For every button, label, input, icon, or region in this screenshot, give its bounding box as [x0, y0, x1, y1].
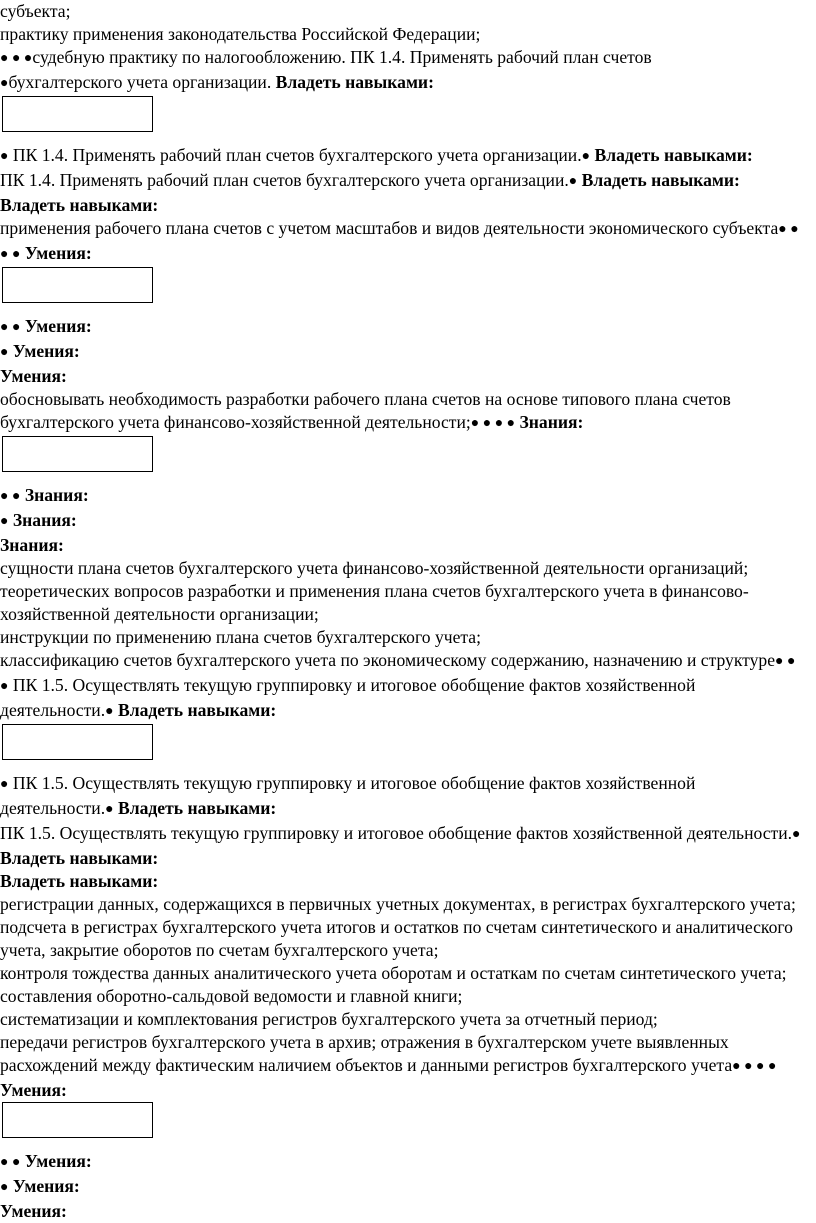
text-line — [0, 340, 806, 365]
line-text: инструкции по применению плана счетов бухгалтерского учета; — [0, 627, 481, 647]
bold-label: Знания: — [8, 510, 77, 530]
line-text: практику применения законодательства Российской Федерации; — [0, 24, 481, 44]
bold-label: Умения: — [20, 316, 92, 336]
line-text: передачи регистров бухгалтерского учета в архив; отражения в бухгалтерском учете выявленных расхождений между фактическим наличием объектов и данными регистров бухгалтерского учета — [0, 1032, 733, 1075]
text-line — [0, 1200, 806, 1223]
text-line — [0, 822, 806, 870]
bullet-icon: ● — [0, 345, 9, 360]
text-line — [0, 1150, 806, 1175]
bullet-icon: ● — [105, 704, 114, 719]
text-line — [0, 626, 806, 649]
text-line — [0, 962, 806, 1008]
bullet-icon: ● — [0, 777, 9, 792]
bullet-icon: ● — [0, 514, 9, 529]
intro-section — [0, 0, 806, 96]
abilities-section-pk14 — [0, 315, 806, 436]
text-line — [0, 916, 806, 962]
bullet-icon: ● — [581, 149, 591, 164]
bold-label: Умения: — [20, 243, 92, 263]
text-line — [0, 649, 806, 724]
text-line — [0, 46, 806, 71]
text-line — [0, 194, 806, 217]
text-line — [0, 509, 806, 534]
empty-box — [2, 436, 153, 472]
bold-label: Владеть навыками: — [113, 798, 277, 818]
bullet-icon: ● — [0, 1180, 9, 1195]
bullet-icon: ● ● ● ● — [732, 1059, 777, 1074]
line-text: применения рабочего плана счетов с учетом масштабов и видов деятельности экономического субъекта — [0, 218, 779, 238]
bullet-icon: ● ● — [0, 489, 21, 504]
skills-section-pk15 — [0, 772, 806, 1102]
text-line — [0, 388, 806, 436]
line-text: ПК 1.4. Применять рабочий план счетов бухгалтерского учета организации. — [0, 170, 569, 190]
line-text: судебную практику по налогообложению. — [32, 47, 346, 67]
text-line — [0, 557, 806, 580]
line-text: регистрации данных, содержащихся в первичных учетных документах, в регистрах бухгалтерского учета; — [0, 894, 796, 914]
line-text: ПК 1.5. Осуществлять текущую группировку и итоговое обобщение фактов хозяйственной деятельности. — [0, 773, 696, 818]
line-text: теоретических вопросов разработки и применения плана счетов бухгалтерского учета в финансово-хозяйственной деятельности организации; — [0, 581, 749, 624]
bullet-icon: ● ● — [0, 320, 21, 335]
abilities-section-pk15 — [0, 1150, 806, 1223]
text-line — [0, 1008, 806, 1031]
text-line — [0, 870, 806, 893]
bold-label: Владеть навыками: — [590, 145, 753, 165]
line-text: сущности плана счетов бухгалтерского учета финансово-хозяйственной деятельности организаций; — [0, 558, 749, 578]
text-line — [0, 315, 806, 340]
line-text: ПК 1.5. Осуществлять текущую группировку и итоговое обобщение фактов хозяйственной деятельности. — [0, 823, 793, 843]
text-line — [0, 534, 806, 557]
bullet-icon: ● ● ● — [0, 654, 796, 694]
text-line — [0, 144, 806, 169]
line-text: контроля тождества данных аналитического учета оборотам и остаткам по счетам синтетического учета; составления оборотно-сальдовой ведомости и главной книги; — [0, 963, 787, 1006]
bullet-icon: ● — [792, 827, 801, 842]
empty-box — [2, 1102, 153, 1138]
bold-label: Знания: — [0, 535, 64, 555]
bold-label: Умения: — [0, 1080, 67, 1100]
text-line — [0, 1175, 806, 1200]
text-line — [0, 893, 806, 916]
line-text: подсчета в регистрах бухгалтерского учета итогов и остатков по счетам синтетического и аналитического учета, закрытие оборотов по счетам бухгалтерского учета; — [0, 917, 793, 960]
line-text: бухгалтерского учета организации. — [8, 72, 272, 92]
bullet-icon: ● — [0, 149, 9, 164]
bold-label: Владеть навыками: — [113, 700, 277, 720]
bullet-icon: ● — [105, 802, 114, 817]
empty-box — [2, 267, 153, 303]
bullet-icon: ● ● — [0, 1155, 21, 1170]
line-text: ПК 1.4. Применять рабочий план счетов бухгалтерского учета организации. — [8, 145, 582, 165]
skills-section-pk14 — [0, 144, 806, 267]
bold-label: Владеть навыками: — [0, 195, 159, 215]
bold-label: Умения: — [0, 1201, 67, 1221]
bold-label: Владеть навыками: — [271, 72, 434, 92]
text-line — [0, 169, 806, 194]
bold-label: Умения: — [8, 341, 80, 361]
bold-label: Владеть навыками: — [0, 871, 159, 891]
bullet-icon: ● — [568, 174, 578, 189]
line-text: ПК 1.4. Применять рабочий план счетов — [345, 47, 652, 67]
text-line — [0, 1031, 806, 1102]
text-line — [0, 365, 806, 388]
bullet-icon: ● ● ● ● — [0, 222, 799, 262]
bullet-icon: ● ● ● — [0, 51, 33, 66]
bold-label: Владеть навыками: — [577, 170, 740, 190]
bold-label: Знания: — [20, 485, 89, 505]
bold-label: Умения: — [8, 1176, 80, 1196]
bold-label: Владеть навыками: — [0, 848, 159, 868]
bold-label: Знания: — [515, 412, 584, 432]
line-text: систематизации и комплектования регистров бухгалтерского учета за отчетный период; — [0, 1009, 658, 1029]
text-line — [0, 772, 806, 822]
line-text: обосновывать необходимость разработки рабочего плана счетов на основе типового плана счетов бухгалтерского учета финансово-хозяйственной деятельности; — [0, 389, 731, 432]
text-line — [0, 0, 806, 23]
text-line — [0, 217, 806, 267]
text-line — [0, 71, 806, 96]
bold-label: Умения: — [0, 366, 67, 386]
empty-box — [2, 96, 153, 132]
empty-box — [2, 724, 153, 760]
bullet-icon: ● — [0, 76, 9, 91]
bullet-icon: ● ● ● ● — [470, 416, 516, 431]
knowledge-section-pk14 — [0, 484, 806, 724]
line-text: субъекта; — [0, 1, 71, 21]
line-text: ПК 1.5. Осуществлять текущую группировку и итоговое обобщение фактов хозяйственной деятельности. — [0, 675, 696, 720]
text-line — [0, 580, 806, 626]
text-line — [0, 23, 806, 46]
text-line — [0, 484, 806, 509]
bold-label: Умения: — [20, 1151, 92, 1171]
line-text: классификацию счетов бухгалтерского учета по экономическому содержанию, назначению и структуре — [0, 650, 776, 670]
